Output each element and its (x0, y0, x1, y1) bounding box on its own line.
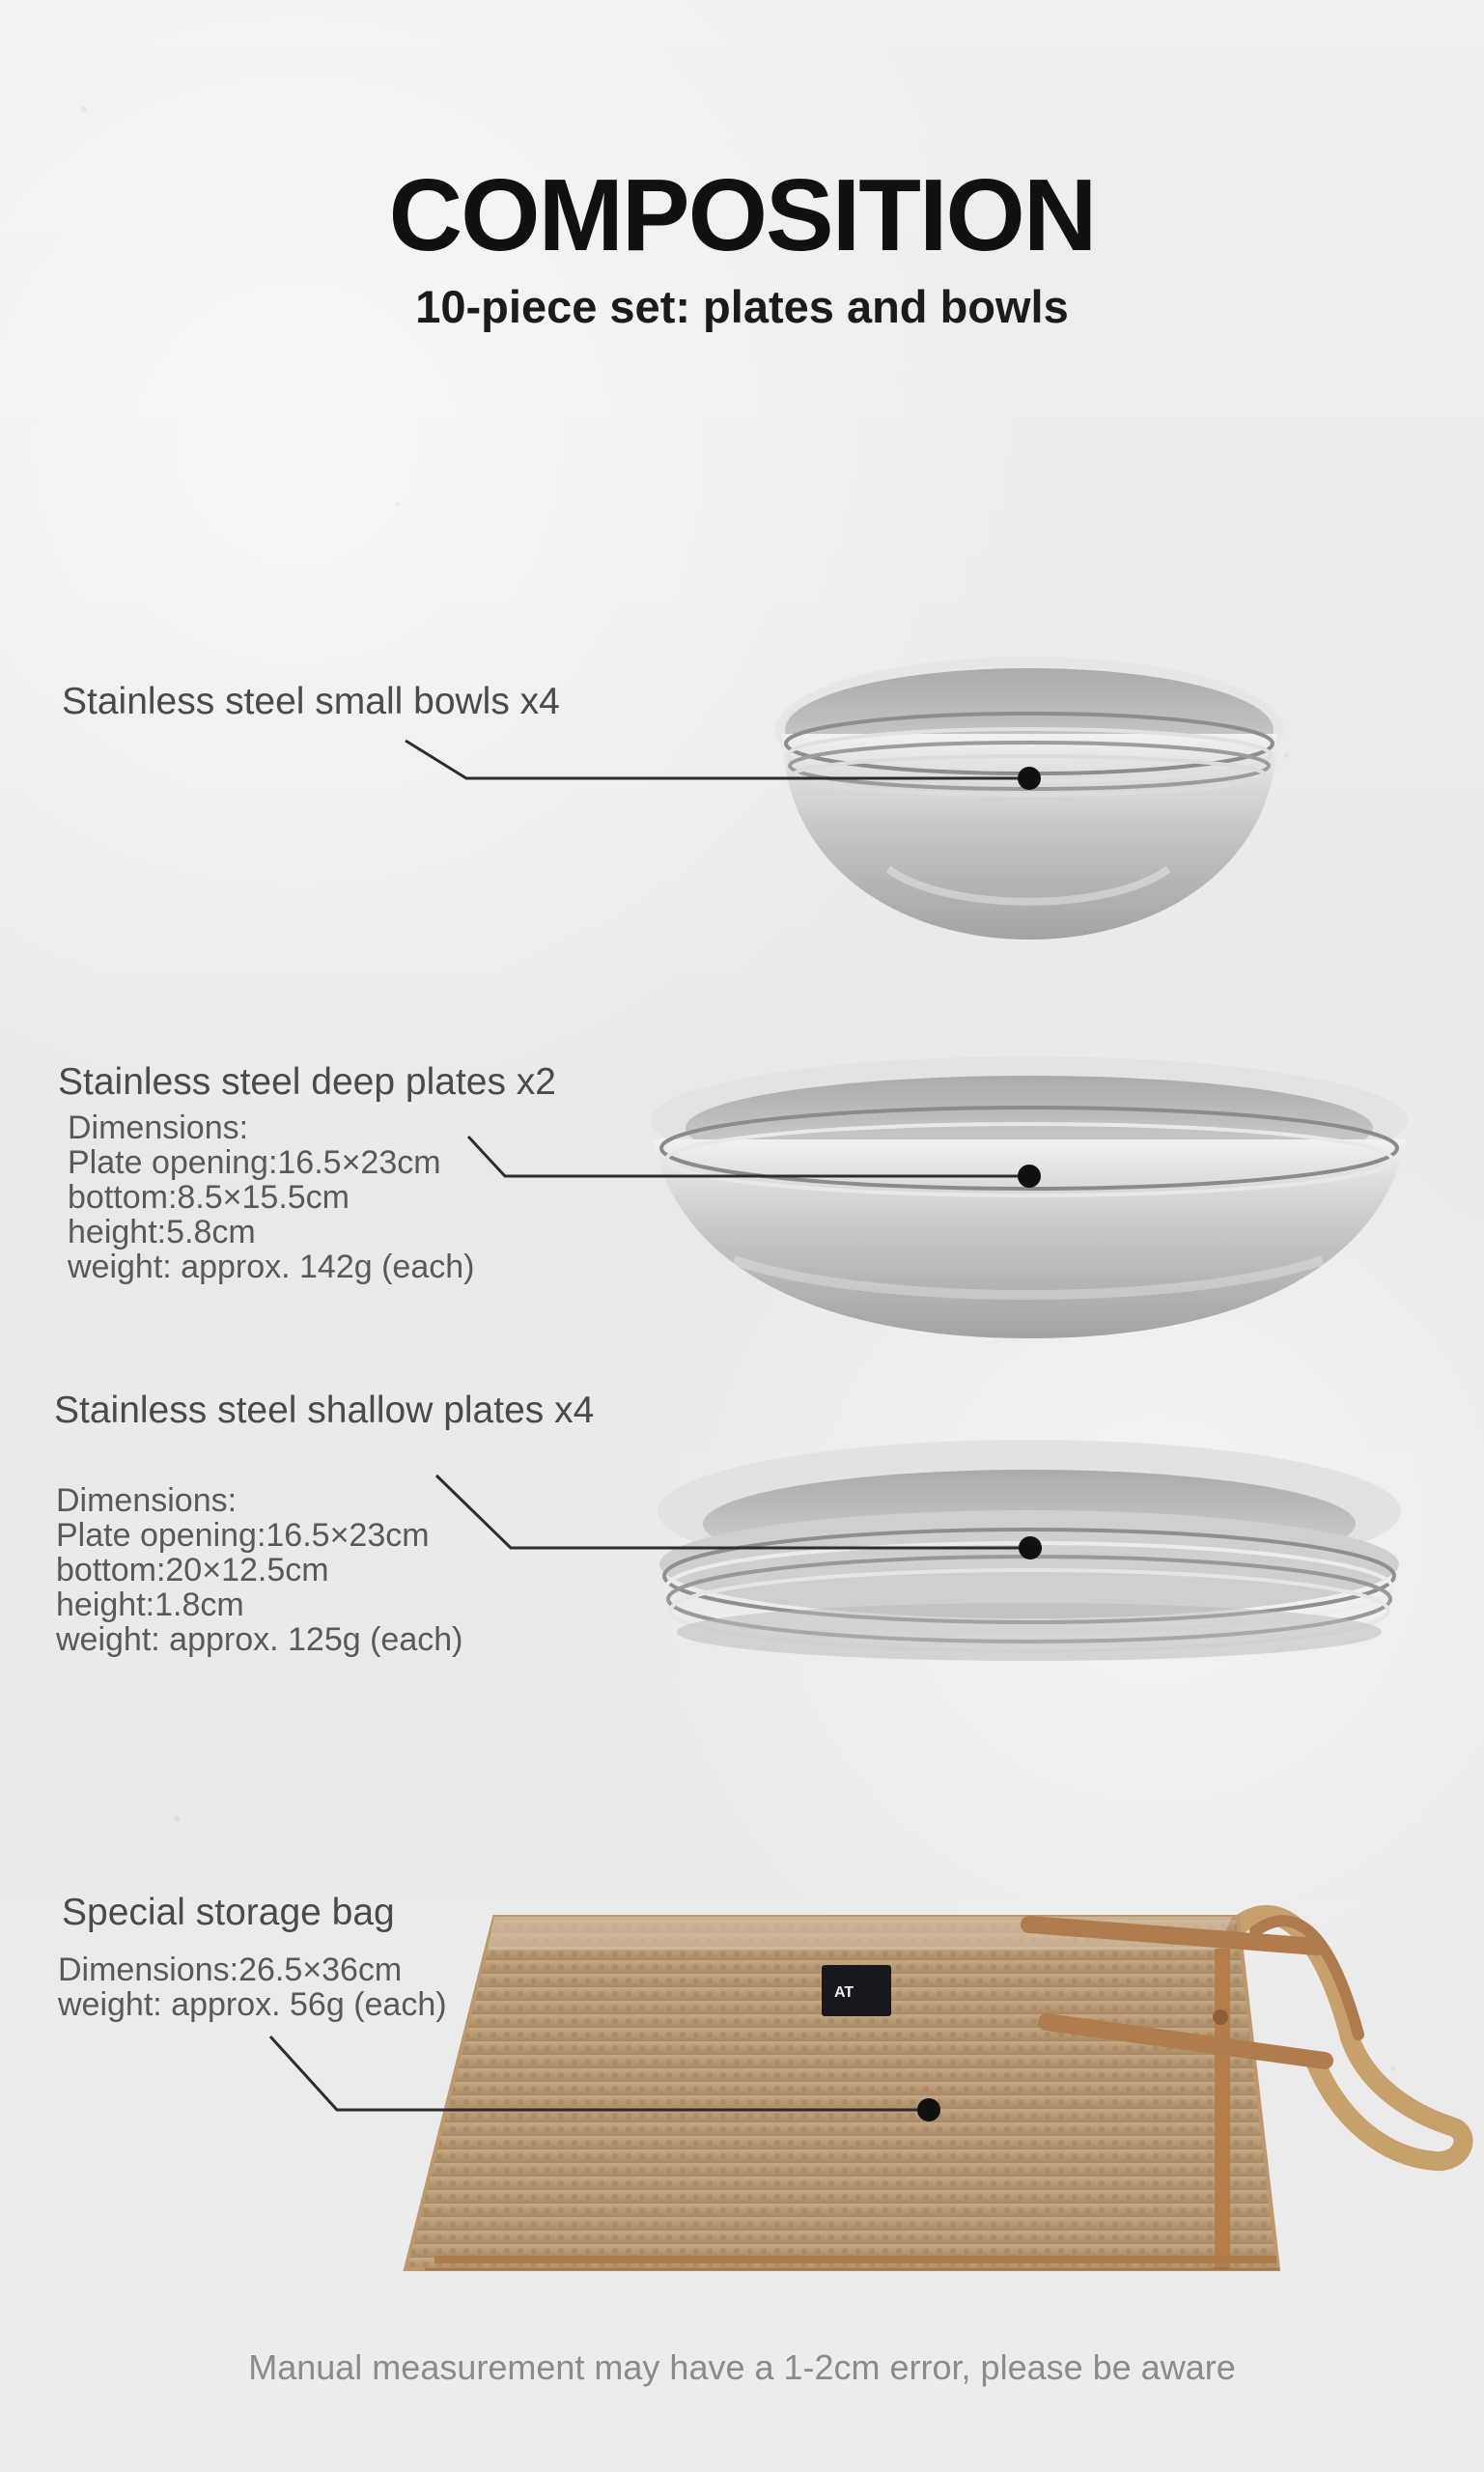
svg-text:AT: AT (834, 1984, 854, 2001)
shallow-plates-label: Stainless steel shallow plates x4 (54, 1390, 595, 1431)
storage-bag-detail-1: Dimensions:26.5×36cm (58, 1952, 403, 1988)
deep-plates-label: Stainless steel deep plates x2 (58, 1061, 556, 1103)
brand-tag-icon (822, 1965, 891, 2016)
storage-bag-illustration (406, 1915, 1464, 2269)
shallow-plates-detail-4: height:1.8cm (56, 1587, 244, 1623)
deep-plates-detail-5: weight: approx. 142g (each) (68, 1249, 475, 1285)
callout-lines (270, 741, 1042, 2121)
deep-plates-detail-2: Plate opening:16.5×23cm (68, 1144, 441, 1181)
measurement-note: Manual measurement may have a 1-2cm error, please be aware (248, 2347, 1236, 2387)
shallow-plates-detail-2: Plate opening:16.5×23cm (56, 1517, 430, 1554)
small-bowls-label: Stainless steel small bowls x4 (62, 681, 560, 722)
shallow-plates-detail-1: Dimensions: (56, 1482, 238, 1519)
shallow-plates-detail-3: bottom:20×12.5cm (56, 1552, 329, 1588)
dot-icon (1018, 1165, 1041, 1188)
dot-icon (917, 2098, 940, 2121)
deep-plates-detail-3: bottom:8.5×15.5cm (68, 1179, 350, 1216)
shallow-plates-detail-5: weight: approx. 125g (each) (56, 1621, 463, 1658)
deep-plates-detail-4: height:5.8cm (68, 1214, 256, 1250)
deep-plates-illustration (651, 1056, 1408, 1338)
page-title: COMPOSITION (388, 158, 1096, 272)
storage-bag-detail-2: weight: approx. 56g (each) (58, 1986, 447, 2023)
page-subtitle: 10-piece set: plates and bowls (415, 281, 1069, 332)
small-bowls-illustration (775, 657, 1283, 940)
dot-icon (1018, 767, 1041, 790)
storage-bag-label: Special storage bag (62, 1892, 395, 1933)
deep-plates-detail-1: Dimensions: (68, 1110, 249, 1146)
dot-icon (1019, 1536, 1042, 1559)
